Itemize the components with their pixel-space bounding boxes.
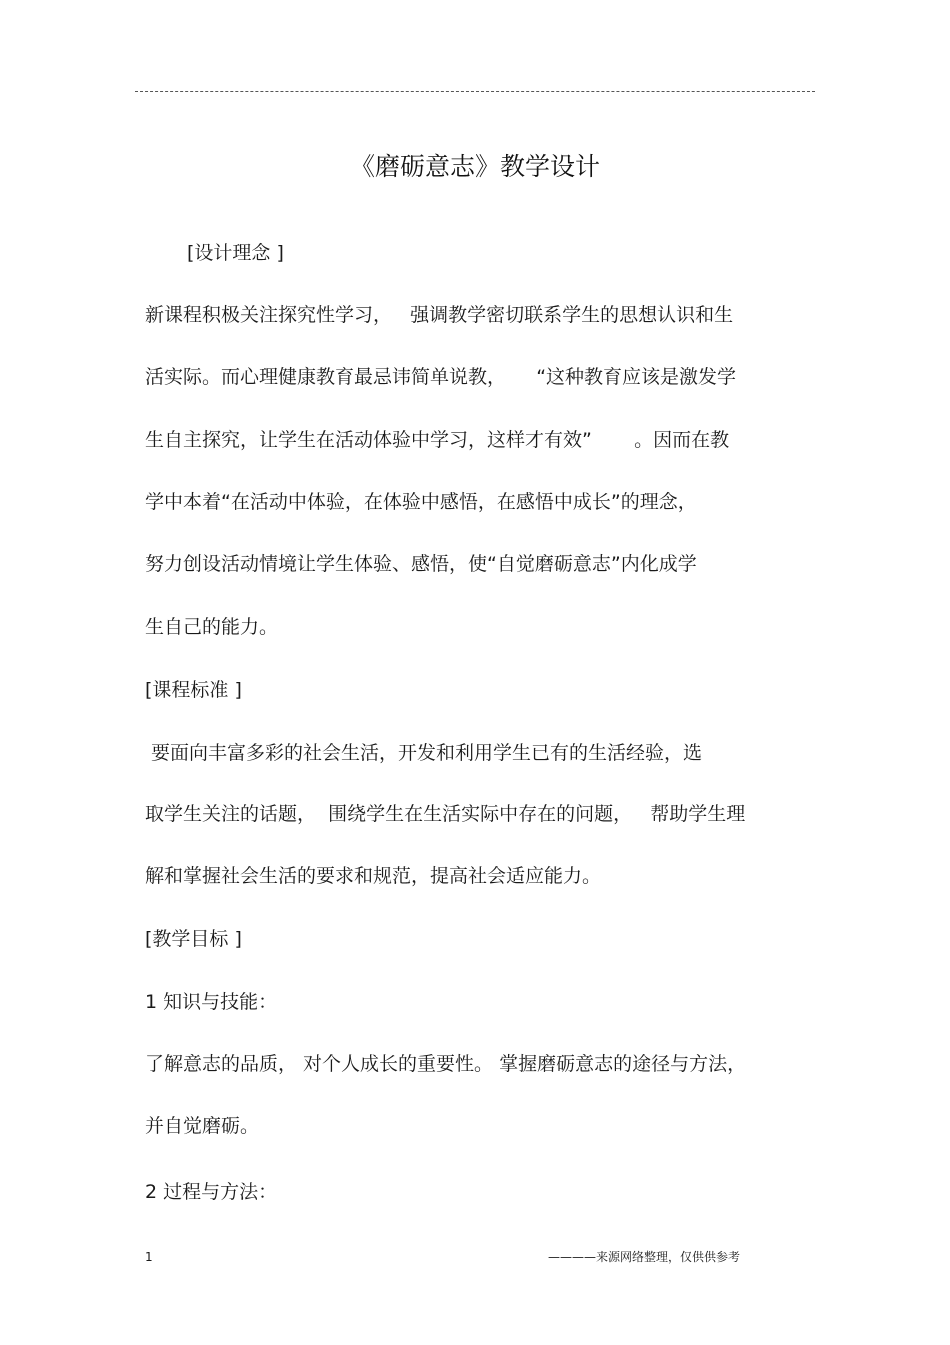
header-dashed-rule	[135, 91, 815, 92]
paragraph-line: 了解意志的品质， 对个人成长的重要性。 掌握磨砺意志的途径与方法，	[145, 1053, 747, 1075]
section-heading-design-concept: [设计理念 ]	[187, 242, 284, 264]
paragraph-line: 活实际。而心理健康教育最忌讳简单说教， “这种教育应该是激发学	[145, 366, 737, 388]
paragraph-line: 学中本着“在活动中体验，在体验中感悟，在感悟中成长”的理念，	[145, 491, 697, 513]
paragraph-line: 并自觉磨砺。	[145, 1115, 260, 1137]
subheading-process-method: 2 过程与方法：	[145, 1181, 278, 1203]
section-heading-curriculum-standard: [课程标准 ]	[145, 679, 242, 701]
footer-source-note: ————来源网络整理，仅供供参考	[548, 1250, 741, 1264]
document-title: 《磨砺意志》教学设计	[349, 152, 600, 181]
section-heading-teaching-goals: [教学目标 ]	[145, 928, 242, 950]
paragraph-line: 努力创设活动情境让学生体验、感悟，使“自觉磨砺意志”内化成学	[145, 553, 697, 575]
paragraph-line: 生自主探究，让学生在活动体验中学习，这样才有效” 。因而在教	[145, 429, 730, 451]
page-number: 1	[145, 1250, 153, 1264]
paragraph-line: 解和掌握社会生活的要求和规范，提高社会适应能力。	[145, 865, 602, 887]
paragraph-line: 要面向丰富多彩的社会生活，开发和利用学生已有的生活经验，选	[145, 742, 703, 764]
subheading-knowledge-skills: 1 知识与技能：	[145, 991, 278, 1013]
paragraph-line: 新课程积极关注探究性学习， 强调教学密切联系学生的思想认识和生	[145, 304, 734, 326]
paragraph-line: 生自己的能力。	[145, 616, 279, 638]
paragraph-line: 取学生关注的话题， 围绕学生在生活实际中存在的问题， 帮助学生理	[145, 803, 746, 825]
